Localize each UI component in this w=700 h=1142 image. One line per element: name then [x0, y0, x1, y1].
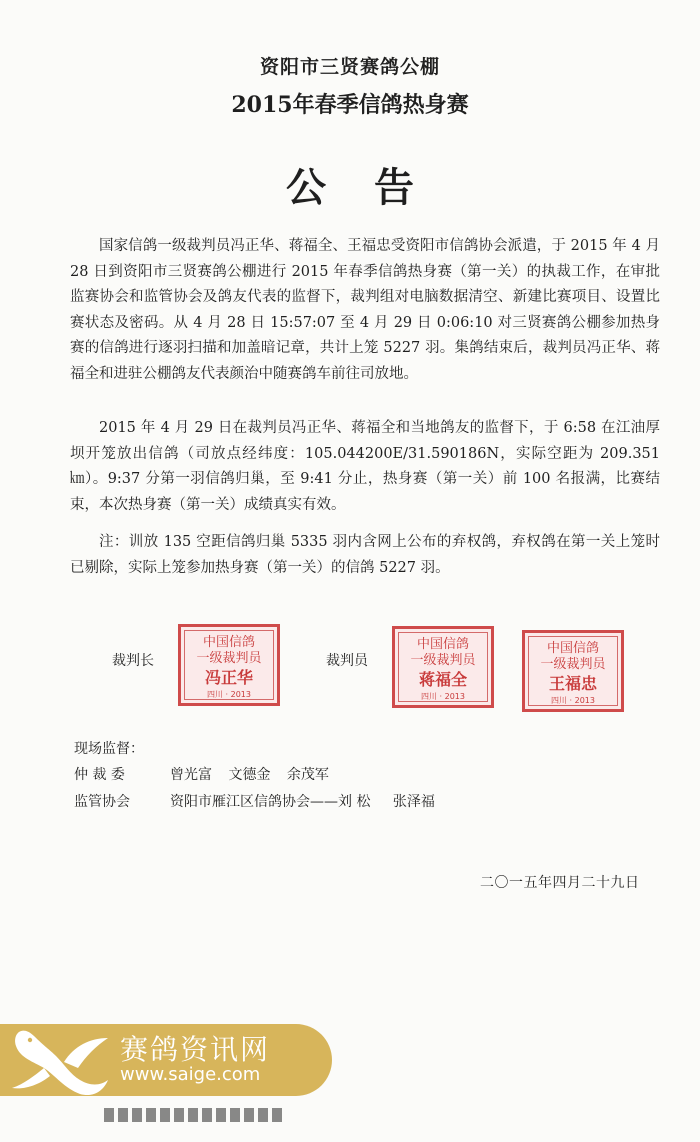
supervision-label: 现场监督： [74, 741, 144, 757]
paragraph-text: 国家信鸽一级裁判员冯正华、蒋福全、王福忠受资阳市信鸽协会派遣，于 2015 年 4 月 28 日到资阳市三贤赛鸽公棚进行 2015 年春季信鸽热身赛（第一关）的执裁工作，在审批监赛协会和监管协会及鸽友代表的监督下，裁判组对电脑数据清空、新建比赛项目、设置比赛状态及密码。从 4 月 28 日 15:57:07 至 4 月 29 日 0:06:10 对三贤赛鸽公棚参加热身赛的信鸽进行逐羽扫描和加盖暗记章，共计上笼 5227 羽。集鸽结束后，裁判员冯正华、蒋福全和进驻公棚鸽友代表颜治中随赛鸽车前往司放地。 [70, 238, 660, 382]
seal-stamp-judge-1 [392, 626, 494, 708]
watermark-site-name: 赛鸽资讯网 [120, 1033, 271, 1066]
chief-judge-label: 裁判长 [112, 653, 154, 669]
association-extra: 张泽福 [392, 794, 435, 810]
arbitration-members [170, 764, 329, 784]
seal-region: 四川 · 2013 [551, 696, 595, 705]
seal-line: 一级裁判员 [540, 657, 606, 672]
seal-stamp-chief [178, 624, 280, 706]
seal-line: 一级裁判员 [410, 653, 476, 668]
announcement-heading: 公告 [286, 164, 462, 211]
paragraph-text: 注：训放 135 空距信鸽归巢 5335 羽内含网上公布的弃权鸽，弃权鸽在第一关上笼时已剔除，实际上笼参加热身赛（第一关）的信鸽 5227 羽。 [70, 534, 660, 576]
paragraph-release [70, 416, 660, 518]
association-members [170, 791, 435, 811]
seal-name: 蒋福全 [418, 670, 467, 689]
seal-stamp-judge-2 [522, 630, 624, 712]
pigeon-logo-icon [4, 1016, 116, 1102]
association-value: 资阳市雁江区信鸽协会——刘 松 [170, 794, 371, 810]
paragraph-text: 2015 年 4 月 29 日在裁判员冯正华、蒋福全和当地鸽友的监督下，于 6:58 在江油厚坝开笼放出信鸽（司放点经纬度：105.044200E/31.590186N，实际空距为 209.351 ㎞）。9:37 分第一羽信鸽归巢，至 9:41 分止，热身赛（第一关）前 100 名报满，比赛结束，本次热身赛（第一关）成绩真实有效。 [70, 420, 660, 513]
seal-line: 中国信鸽 [546, 641, 599, 656]
watermark-url: www.saige.com [120, 1064, 261, 1085]
member-name: 文德金 [228, 767, 271, 783]
cropped-text-fragment [104, 1108, 284, 1122]
seal-name: 王福忠 [548, 674, 597, 693]
organizer-name: 资阳市三贤赛鸽公棚 [259, 56, 440, 78]
seal-region: 四川 · 2013 [421, 692, 465, 701]
seal-line: 一级裁判员 [196, 651, 262, 666]
association-label: 监管协会 [74, 794, 130, 810]
seal-line: 中国信鸽 [416, 637, 469, 652]
document-date: 二〇一五年四月二十九日 [480, 875, 640, 891]
member-name: 余茂军 [286, 767, 329, 783]
seal-name: 冯正华 [204, 668, 253, 687]
seal-line: 中国信鸽 [202, 635, 255, 650]
paragraph-note [70, 530, 660, 581]
member-name: 曾光富 [170, 767, 212, 783]
seal-region: 四川 · 2013 [207, 690, 251, 699]
paragraph-collection [70, 234, 660, 388]
event-title: 2015年春季信鸽热身赛 [231, 92, 469, 118]
judge-label: 裁判员 [326, 653, 368, 669]
arbitration-label: 仲 裁 委 [74, 767, 125, 783]
